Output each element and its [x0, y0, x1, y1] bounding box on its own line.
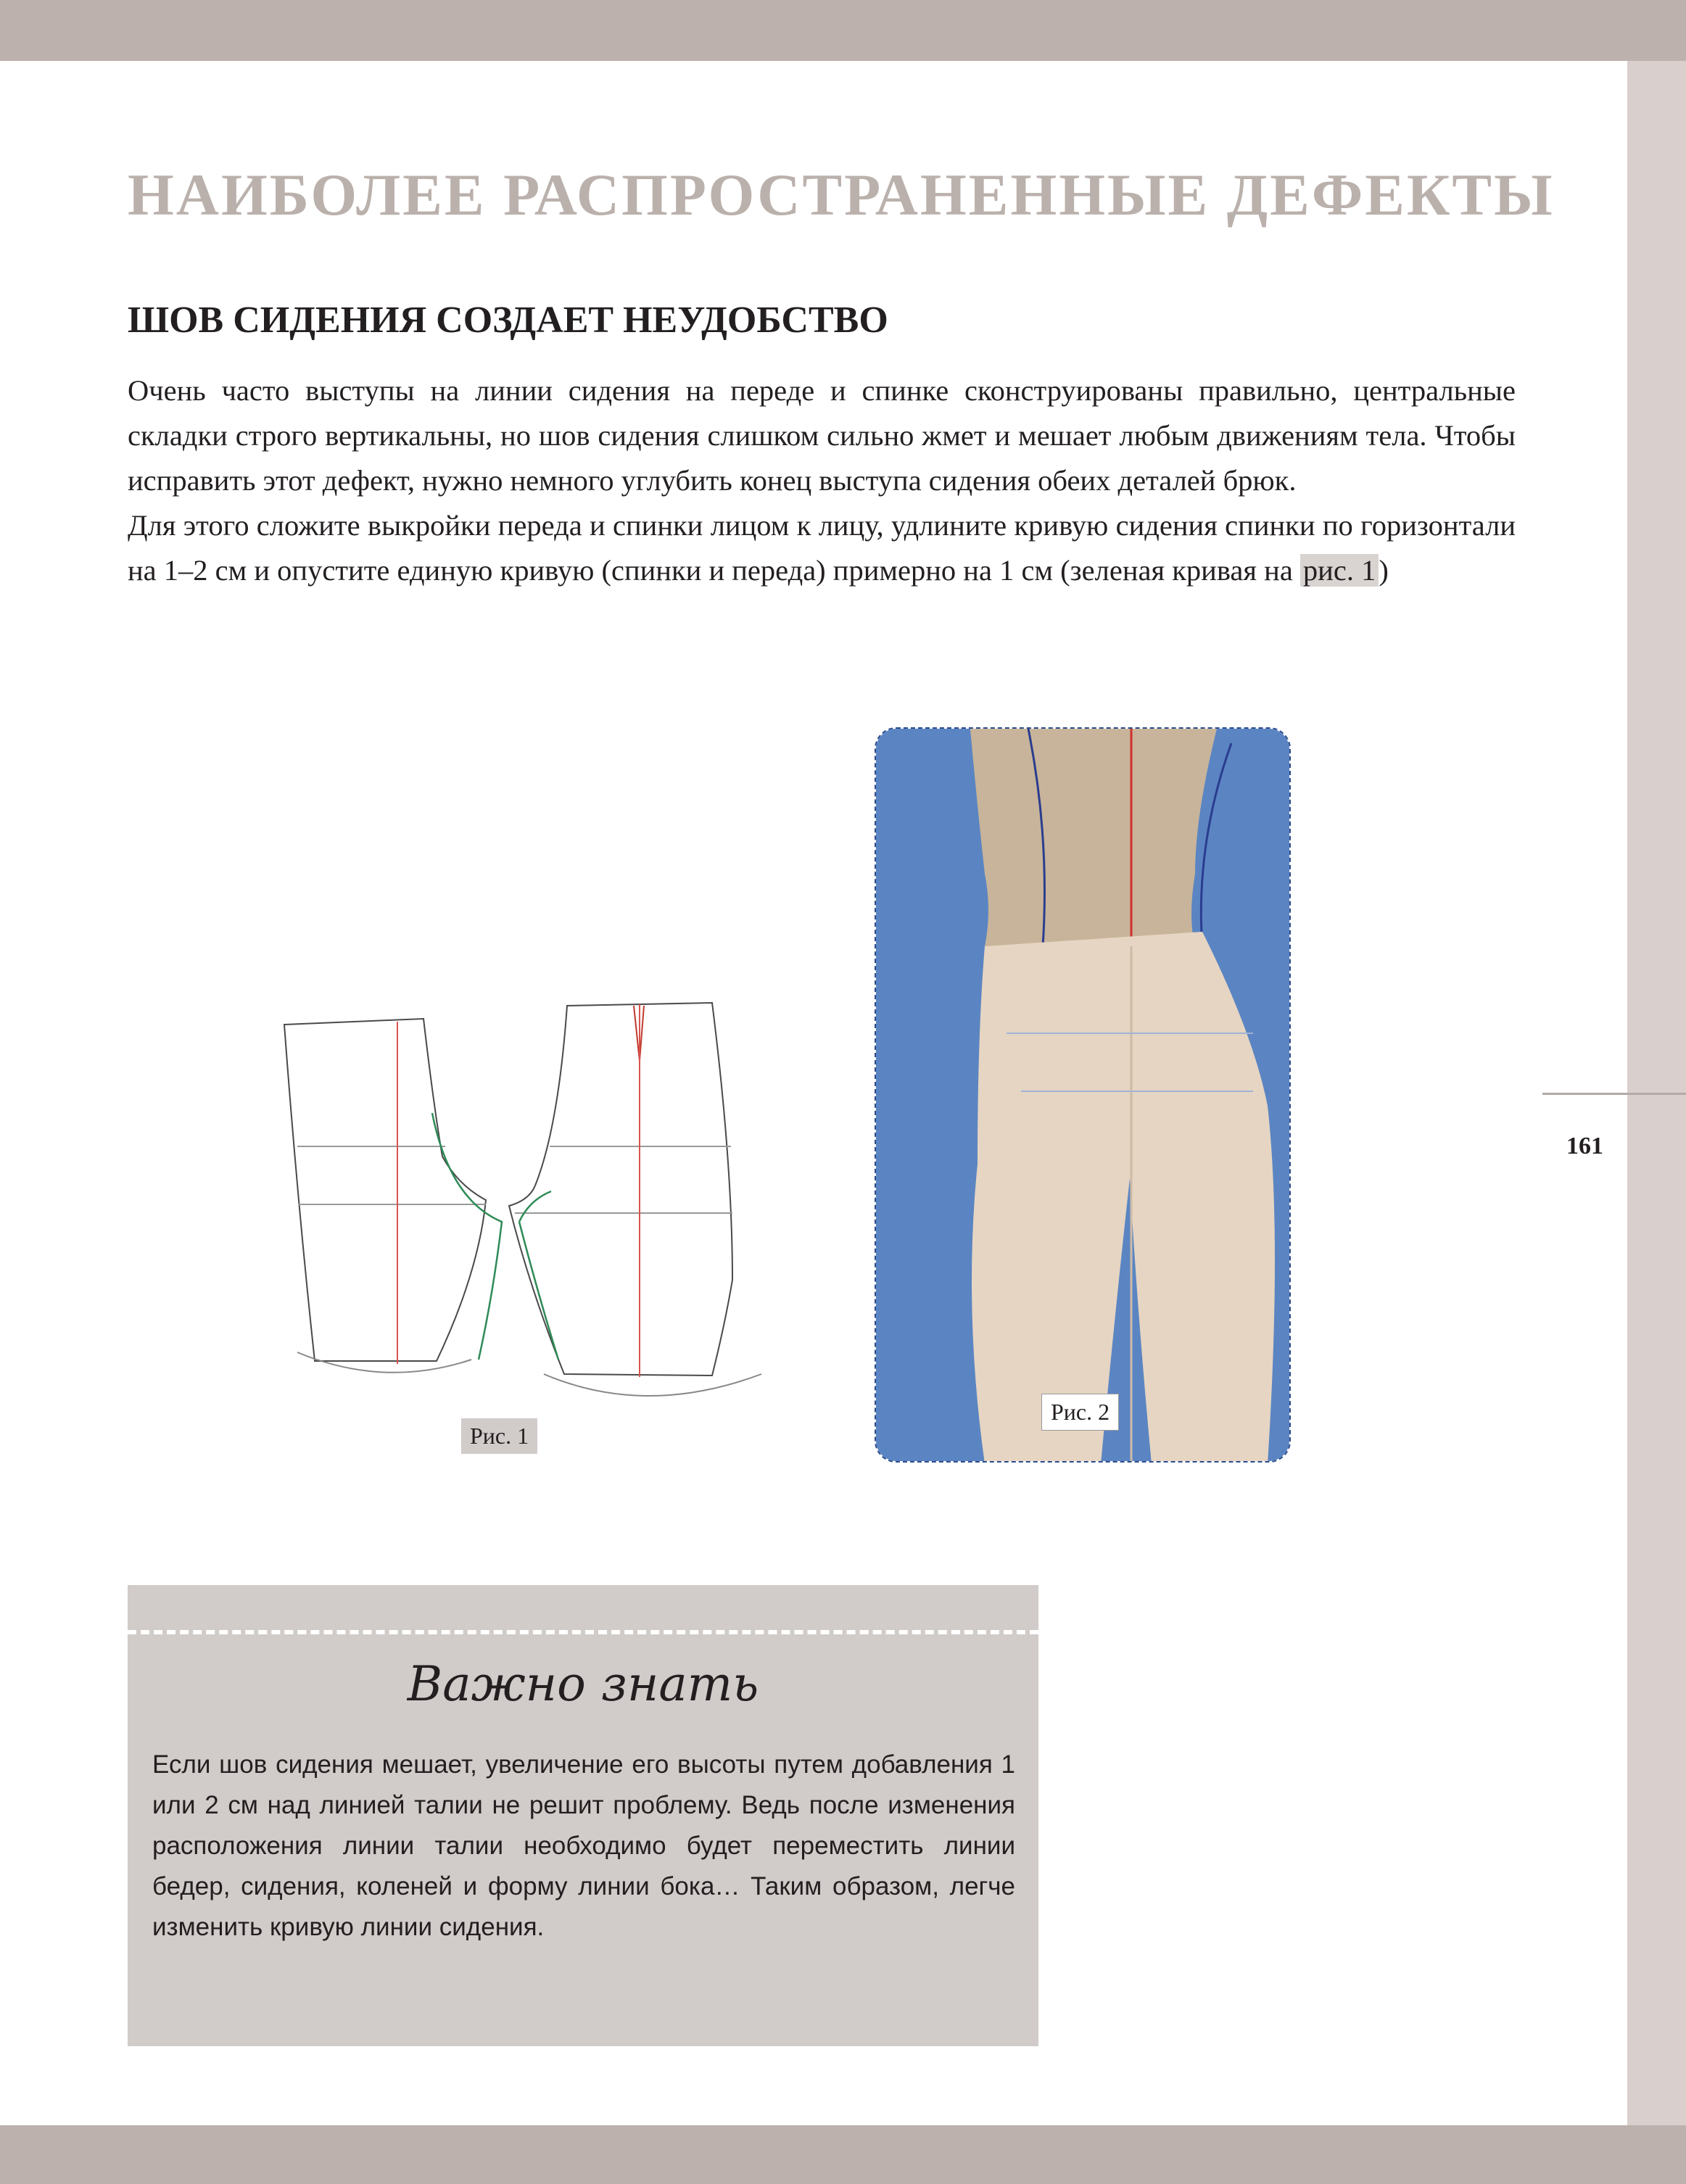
body-text [128, 368, 1516, 593]
note-heading: Важно знать [407, 1656, 759, 1712]
hem-curve-back [544, 1374, 761, 1396]
note-text: Если шов сидения мешает, увеличение его высоты путем добавления 1 или 2 см над линией талии не решит проблему. Ведь после изменения расположения линии талии необходимо будет переместить линии бедер, сидения, коленей и форму линии бока… Таким образом, легче изменить кривую линии сидения. [152, 1750, 1015, 1941]
section-title: ШОВ СИДЕНИЯ СОЗДАЕТ НЕУДОБСТВО [128, 299, 888, 341]
front-piece-outline [284, 1019, 486, 1361]
chapter-title: НАИБОЛЕЕ РАСПРОСТРАНЕННЫЕ ДЕФЕКТЫ [128, 162, 1555, 228]
top-band [0, 0, 1686, 61]
corrected-seat-curve-front [432, 1113, 502, 1360]
corrected-seat-curve-back [519, 1191, 558, 1360]
page-number-rule [1542, 1093, 1686, 1095]
figure-2-caption: Рис. 2 [1041, 1394, 1119, 1431]
figure-2-photo [875, 727, 1291, 1463]
bottom-band [0, 2125, 1686, 2184]
paragraph-2-end: ) [1379, 554, 1389, 587]
back-piece-outline [509, 1003, 732, 1376]
mannequin-torso [970, 729, 1217, 946]
figure-1-caption: Рис. 1 [461, 1418, 537, 1454]
paragraph-2-text: Для этого сложите выкройки переда и спинки лицом к лицу, удлините кривую сидения спинки по горизонтали на 1–2 см и опустите единую кривую (спинки и переда) примерно на 1 см (зеленая кривая на [128, 509, 1516, 587]
figure-2-photo-drawing [876, 729, 1291, 1463]
page-number: 161 [1566, 1133, 1603, 1159]
note-box [128, 1585, 1038, 2046]
figure-reference: рис. 1 [1300, 554, 1379, 587]
hem-curve-front [297, 1352, 471, 1373]
paragraph-1: Очень часто выступы на линии сидения на переде и спинке сконструированы правильно, центральные складки строго вертикальны, но шов сидения слишком сильно жмет и мешает любым движениям тела. Чтобы исправить этот дефект, нужно немного углубить конец выступа сидения обеих деталей брюк. [128, 374, 1516, 497]
figure-1-pattern-drawing [268, 983, 783, 1403]
paragraph-2 [128, 503, 1516, 593]
note-dashed-divider [128, 1630, 1038, 1634]
